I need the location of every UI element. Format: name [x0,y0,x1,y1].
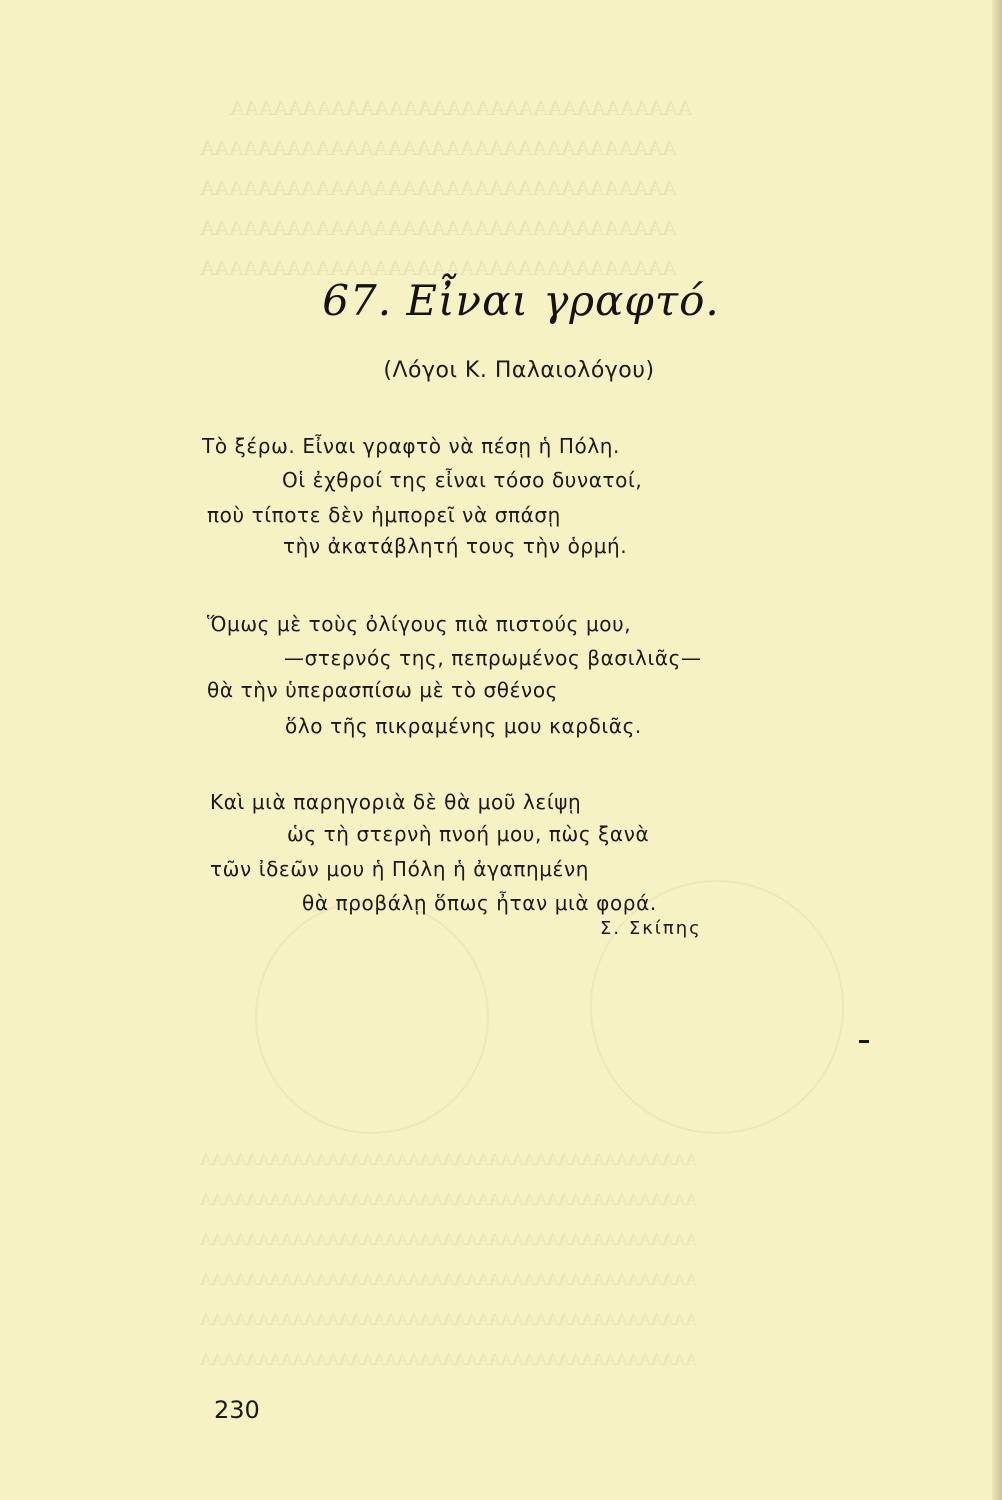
poem-line: Οἱ ἐχθροί της εἶναι τόσο δυνατοί, [282,468,643,492]
show-through-text: ΑΑΑΑΑΑΑΑΑΑΑΑΑΑΑΑΑΑΑΑΑΑΑΑΑΑΑΑΑΑΑΑ [230,96,693,120]
poem-subtitle: (Λόγοι Κ. Παλαιολόγου) [383,358,655,383]
poem-line: —στερνός της, πεπρωμένος βασιλιᾶς— [284,646,702,670]
show-through-medallion [255,900,489,1134]
poem-line: ὡς τὴ στερνὴ πνοή μου, πὼς ξανὰ [287,822,650,846]
show-through-text: ΑΑΑΑΑΑΑΑΑΑΑΑΑΑΑΑΑΑΑΑΑΑΑΑΑΑΑΑΑΑΑΑΑ [200,136,677,160]
show-through-text: ΑΑΑΑΑΑΑΑΑΑΑΑΑΑΑΑΑΑΑΑΑΑΑΑΑΑΑΑΑΑΑΑΑΑΑΑΑΑΑΑΑΑΑ [200,1350,697,1369]
show-through-text: ΑΑΑΑΑΑΑΑΑΑΑΑΑΑΑΑΑΑΑΑΑΑΑΑΑΑΑΑΑΑΑΑΑΑΑΑΑΑΑΑΑΑΑ [200,1230,697,1249]
show-through-text: ΑΑΑΑΑΑΑΑΑΑΑΑΑΑΑΑΑΑΑΑΑΑΑΑΑΑΑΑΑΑΑΑΑΑΑΑΑΑΑΑΑΑΑ [200,1310,697,1329]
page-edge-shadow [992,0,1002,1500]
poem-line: τῶν ἰδεῶν μου ἡ Πόλη ἡ ἀγαπημένη [210,857,590,881]
show-through-text: ΑΑΑΑΑΑΑΑΑΑΑΑΑΑΑΑΑΑΑΑΑΑΑΑΑΑΑΑΑΑΑΑΑ [200,216,677,240]
poem-line: τὴν ἀκατάβλητή τους τὴν ὁρμή. [283,534,628,558]
ink-mark [859,1040,869,1043]
show-through-text: ΑΑΑΑΑΑΑΑΑΑΑΑΑΑΑΑΑΑΑΑΑΑΑΑΑΑΑΑΑΑΑΑΑΑΑΑΑΑΑΑΑΑΑ [200,1270,697,1289]
show-through-text: ΑΑΑΑΑΑΑΑΑΑΑΑΑΑΑΑΑΑΑΑΑΑΑΑΑΑΑΑΑΑΑΑΑ [200,176,677,200]
page-number: 230 [214,1396,260,1424]
poem-line: θὰ προβάλῃ ὅπως ἦταν μιὰ φορά. [302,891,657,915]
poem-line: θὰ τὴν ὑπερασπίσω μὲ τὸ σθένος [207,678,558,702]
poem-line: ὅλο τῆς πικραμένης μου καρδιᾶς. [285,714,642,738]
poem-line: Ὅμως μὲ τοὺς ὀλίγους πιὰ πιστούς μου, [207,612,632,636]
poem-line: ποὺ τίποτε δὲν ἠμπορεῖ νὰ σπάσῃ [207,503,561,527]
author-signature: Σ. Σκίπης [600,918,702,939]
poem-line: Τὸ ξέρω. Εἶναι γραφτὸ νὰ πέσῃ ἡ Πόλη. [202,434,621,458]
poem-title: 67. Εἶναι γραφτό. [322,276,720,325]
show-through-text: ΑΑΑΑΑΑΑΑΑΑΑΑΑΑΑΑΑΑΑΑΑΑΑΑΑΑΑΑΑΑΑΑΑΑΑΑΑΑΑΑΑΑΑ [200,1150,697,1169]
show-through-text: ΑΑΑΑΑΑΑΑΑΑΑΑΑΑΑΑΑΑΑΑΑΑΑΑΑΑΑΑΑΑΑΑΑΑΑΑΑΑΑΑΑΑΑ [200,1190,697,1209]
show-through-text: ΑΑΑΑΑΑΑΑΑΑΑΑΑΑΑΑΑΑΑΑΑΑΑΑΑΑΑΑΑΑΑΑΑ [200,256,677,280]
poem-line: Καὶ μιὰ παρηγοριὰ δὲ θὰ μοῦ λείψῃ [210,790,582,814]
